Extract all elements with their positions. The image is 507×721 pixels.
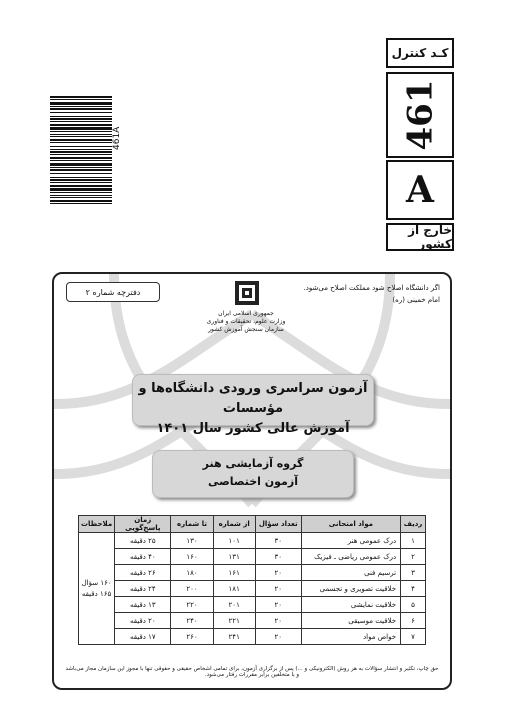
barcode bbox=[50, 96, 112, 204]
org-line-3: سازمان سنجش آموزش کشور bbox=[208, 326, 284, 333]
exam-cover-card bbox=[52, 272, 452, 690]
cell-time: ۲۶ دقیقه bbox=[115, 565, 171, 581]
cell-count: ۲۰ bbox=[255, 629, 301, 645]
exam-type: آزمون اختصاصی bbox=[208, 475, 298, 488]
cell-count: ۳۰ bbox=[255, 549, 301, 565]
exam-group: گروه آزمایشی هنر bbox=[202, 457, 304, 470]
cell-count: ۲۰ bbox=[255, 581, 301, 597]
cell-from: ۲۰۱ bbox=[213, 597, 255, 613]
organization-logo bbox=[234, 280, 260, 306]
cell-count: ۲۰ bbox=[255, 597, 301, 613]
cell-count: ۲۰ bbox=[255, 565, 301, 581]
cell-time: ۱۳ دقیقه bbox=[115, 597, 171, 613]
control-code bbox=[386, 72, 454, 158]
cell-row: ۵ bbox=[401, 597, 426, 613]
org-line-2: وزارت علوم، تحقیقات و فناوری bbox=[206, 318, 286, 325]
org-line-1: جمهوری اسلامی ایران bbox=[218, 310, 274, 317]
cell-notes bbox=[79, 533, 115, 645]
cell-to: ۱۸۰ bbox=[171, 565, 213, 581]
table-header-row bbox=[79, 516, 426, 533]
cell-row: ۲ bbox=[401, 549, 426, 565]
cell-time: ۴۰ دقیقه bbox=[115, 549, 171, 565]
cell-from: ۱۰۱ bbox=[213, 533, 255, 549]
quote-author: امام خمینی (ره) bbox=[392, 296, 440, 304]
col-time: زمان پاسخ‌گویی bbox=[115, 516, 171, 533]
cell-subject: خواص مواد bbox=[301, 629, 400, 645]
table-row bbox=[79, 565, 426, 581]
table-row bbox=[79, 533, 426, 549]
table-row bbox=[79, 629, 426, 645]
booklet-version: A bbox=[386, 160, 454, 220]
table-row bbox=[79, 549, 426, 565]
cell-time: ۱۷ دقیقه bbox=[115, 629, 171, 645]
cell-from: ۱۶۱ bbox=[213, 565, 255, 581]
cell-time: ۲۰ دقیقه bbox=[115, 613, 171, 629]
cell-count: ۳۰ bbox=[255, 533, 301, 549]
cell-row: ۴ bbox=[401, 581, 426, 597]
cell-count: ۲۰ bbox=[255, 613, 301, 629]
exam-group-box bbox=[152, 450, 354, 498]
cell-row: ۳ bbox=[401, 565, 426, 581]
subjects-table bbox=[78, 515, 426, 645]
table-row bbox=[79, 613, 426, 629]
cell-subject: خلاقیت موسیقی bbox=[301, 613, 400, 629]
col-count: تعداد سؤال bbox=[255, 516, 301, 533]
cell-to: ۱۶۰ bbox=[171, 549, 213, 565]
cell-to: ۱۳۰ bbox=[171, 533, 213, 549]
cell-row: ۷ bbox=[401, 629, 426, 645]
cell-subject: درک عمومی هنر bbox=[301, 533, 400, 549]
table-row bbox=[79, 581, 426, 597]
cell-time: ۲۴ دقیقه bbox=[115, 581, 171, 597]
control-code-value: 461 bbox=[400, 79, 441, 151]
total-time: ۱۶۵ دقیقه bbox=[81, 589, 112, 598]
cell-from: ۲۴۱ bbox=[213, 629, 255, 645]
quote-text: اگر دانشگاه اصلاح شود مملکت اصلاح می‌شود. bbox=[303, 284, 440, 292]
exam-title-line1: آزمون سراسری ورودی دانشگاه‌ها و مؤسسات bbox=[138, 381, 368, 416]
cell-from: ۱۸۱ bbox=[213, 581, 255, 597]
cell-from: ۲۲۱ bbox=[213, 613, 255, 629]
cell-subject: خلاقیت تصویری و تجسمی bbox=[301, 581, 400, 597]
abroad-label: خارج از کشور bbox=[386, 223, 454, 251]
cell-subject: ترسیم فنی bbox=[301, 565, 400, 581]
cell-subject: خلاقیت نمایشی bbox=[301, 597, 400, 613]
exam-title-box bbox=[132, 374, 374, 436]
control-code-label: کـد کنترل bbox=[386, 38, 454, 68]
cell-from: ۱۳۱ bbox=[213, 549, 255, 565]
cell-to: ۲۲۰ bbox=[171, 597, 213, 613]
table-row bbox=[79, 597, 426, 613]
col-subject: مواد امتحانی bbox=[301, 516, 400, 533]
exam-title-line2: آموزش عالی کشور سال ۱۴۰۱ bbox=[156, 421, 350, 436]
cell-subject: درک عمومی ریاضی ـ فیزیک bbox=[301, 549, 400, 565]
total-questions: ۱۶۰ سؤال bbox=[81, 578, 112, 587]
col-notes: ملاحظات bbox=[79, 516, 115, 533]
cell-row: ۱ bbox=[401, 533, 426, 549]
copyright-note: حق چاپ، تکثیر و انتشار سؤالات به هر روش (الکترونیکی و ...) پس از برگزاری آزمون، برای تمامی اشخاص حقیقی و حقوقی تنها با مجوز این سازمان مجاز می‌باشد و با متخلفین برابر مقررات رفتار می‌شود. bbox=[65, 666, 439, 678]
col-to: تا شماره bbox=[171, 516, 213, 533]
cell-row: ۶ bbox=[401, 613, 426, 629]
cell-to: ۲۴۰ bbox=[171, 613, 213, 629]
col-from: از شماره bbox=[213, 516, 255, 533]
cell-to: ۲۰۰ bbox=[171, 581, 213, 597]
col-row: ردیف bbox=[401, 516, 426, 533]
booklet-number: دفترچه شماره ۲ bbox=[66, 282, 160, 302]
barcode-label: 461A bbox=[112, 126, 122, 150]
cell-time: ۲۵ دقیقه bbox=[115, 533, 171, 549]
cell-to: ۲۶۰ bbox=[171, 629, 213, 645]
